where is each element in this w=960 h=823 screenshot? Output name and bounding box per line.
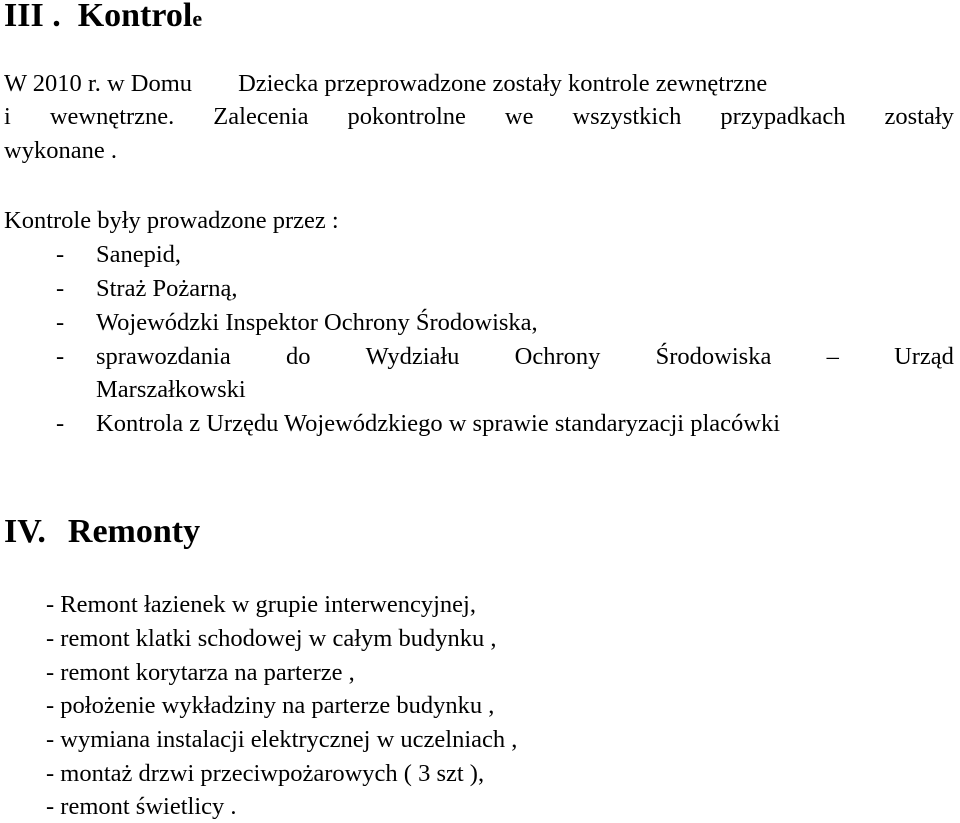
intro-word: przypadkach [720,103,846,130]
control-item-4-word: Ochrony [514,343,601,370]
section-4-numeral: IV. [4,513,46,550]
intro-line-1 [4,68,767,100]
list-dash: - [56,275,65,302]
renovation-item-4: - położenie wykładziny na parterze budynku , [46,692,495,719]
intro-word: pokontrolne [347,103,466,130]
intro-word: i [4,103,11,130]
renovation-item-1: - Remont łazienek w grupie interwencyjnej, [46,591,476,618]
intro-word: Zalecenia [213,103,309,130]
control-item-4 [96,341,954,373]
list-dash: - [56,309,65,336]
control-item-3: Wojewódzki Inspektor Ochrony Środowiska, [96,309,538,336]
section-3-title: Kontrol [77,0,193,34]
renovation-item-7: - remont świetlicy . [46,793,237,820]
section-3-title-tail: e [192,6,203,31]
control-item-4-continuation: Marszałkowski [96,376,246,403]
control-item-4-word: sprawozdania [96,343,231,370]
intro-word: wewnętrzne. [49,103,175,130]
list-dash: - [56,343,65,370]
control-item-5: Kontrola z Urzędu Wojewódzkiego w sprawie standaryzacji placówki [96,410,781,437]
control-item-1: Sanepid, [96,241,182,268]
section-3-numeral: III . [4,0,61,34]
section-3-heading [4,0,202,39]
intro-word: zostały [884,103,954,130]
intro-line-1-part-1: W 2010 r. w Domu [4,70,193,97]
control-item-4-word: Urząd [894,343,954,370]
section-4-heading [4,511,200,553]
control-item-4-word: Środowiska [655,343,772,370]
renovation-item-5: - wymiana instalacji elektrycznej w uczelniach , [46,726,518,753]
list-dash: - [56,410,65,437]
renovation-item-6: - montaż drzwi przeciwpożarowych ( 3 szt ), [46,760,485,787]
intro-word: we [504,103,534,130]
control-item-4-word: do [285,343,311,370]
renovation-item-3: - remont korytarza na parterze , [46,659,355,686]
intro-line-3: wykonane . [4,137,117,164]
renovation-item-2: - remont klatki schodowej w całym budynku , [46,625,497,652]
control-item-4-word: – [826,343,839,370]
intro-line-1-part-2: Dziecka przeprowadzone zostały kontrole zewnętrzne [238,70,768,97]
list-dash: - [56,241,65,268]
intro-word: wszystkich [572,103,682,130]
control-item-2: Straż Pożarną, [96,275,238,302]
intro-line-2 [4,101,954,133]
controls-list-intro: Kontrole były prowadzone przez : [4,207,339,234]
control-item-4-word: Wydziału [365,343,460,370]
section-4-title: Remonty [67,513,201,550]
